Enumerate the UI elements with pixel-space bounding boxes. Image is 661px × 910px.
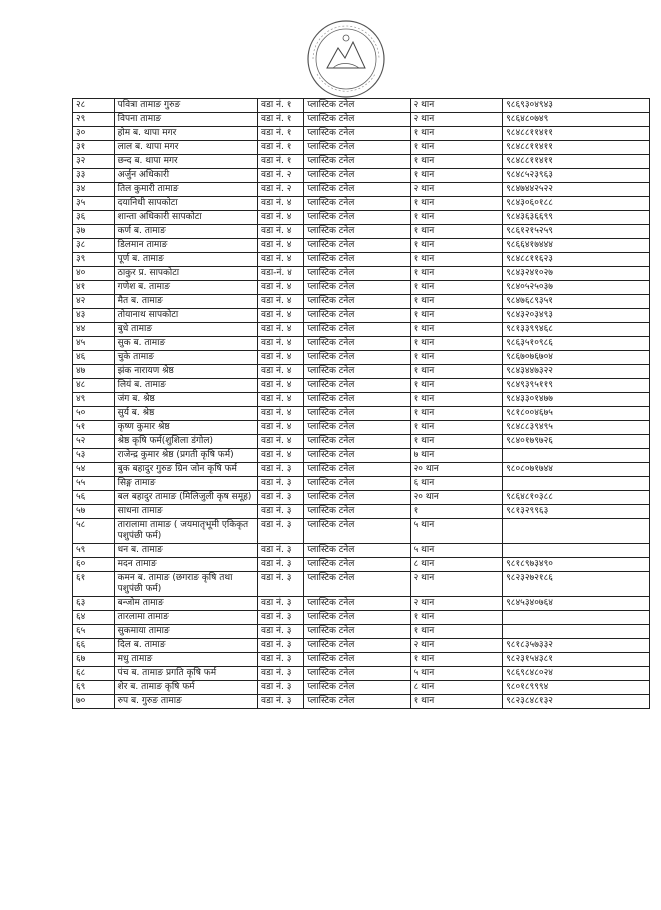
ward-cell: वडा नं. ४: [258, 309, 304, 323]
table-row: [73, 681, 650, 695]
serial-number-cell: ३१: [73, 141, 115, 155]
item-type-cell: प्लास्टिक टनेल: [304, 667, 410, 681]
item-type-cell: प्लास्टिक टनेल: [304, 544, 410, 558]
name-cell: सुकमाया तामाङ: [114, 625, 257, 639]
quantity-cell: २ थान: [410, 597, 503, 611]
phone-cell: ९८०१८९९९४: [503, 681, 650, 695]
phone-cell: ९८१३३९९४६८: [503, 323, 650, 337]
serial-number-cell: ६३: [73, 597, 115, 611]
serial-number-cell: ४४: [73, 323, 115, 337]
table-row: [73, 625, 650, 639]
item-type-cell: प्लास्टिक टनेल: [304, 681, 410, 695]
ward-cell: वडा नं. ४: [258, 295, 304, 309]
serial-number-cell: ५१: [73, 421, 115, 435]
item-type-cell: प्लास्टिक टनेल: [304, 113, 410, 127]
serial-number-cell: ६९: [73, 681, 115, 695]
serial-number-cell: ३२: [73, 155, 115, 169]
item-type-cell: प्लास्टिक टनेल: [304, 183, 410, 197]
table-row: [73, 225, 650, 239]
serial-number-cell: ६४: [73, 611, 115, 625]
phone-cell: ९८४५३४०७६४: [503, 597, 650, 611]
serial-number-cell: ५८: [73, 519, 115, 544]
table-row: [73, 449, 650, 463]
item-type-cell: प्लास्टिक टनेल: [304, 625, 410, 639]
serial-number-cell: ६५: [73, 625, 115, 639]
table-row: [73, 239, 650, 253]
table-row: [73, 477, 650, 491]
name-cell: धन ब. तामाङ: [114, 544, 257, 558]
quantity-cell: ५ थान: [410, 544, 503, 558]
table-row: [73, 695, 650, 709]
ward-cell: वडा नं. १: [258, 141, 304, 155]
table-row: [73, 155, 650, 169]
ward-cell: वडा नं. १: [258, 113, 304, 127]
name-cell: राजेन्द्र कुमार श्रेष्ठ (प्रगती कृषि फर्म): [114, 449, 257, 463]
serial-number-cell: २९: [73, 113, 115, 127]
serial-number-cell: ३३: [73, 169, 115, 183]
item-type-cell: प्लास्टिक टनेल: [304, 611, 410, 625]
name-cell: कर्ण ब. तामाङ: [114, 225, 257, 239]
item-type-cell: प्लास्टिक टनेल: [304, 421, 410, 435]
name-cell: मदन तामाङ: [114, 558, 257, 572]
name-cell: बुक बहादुर गुरुङ ग्रिन जोन कृषि फर्म: [114, 463, 257, 477]
serial-number-cell: ३०: [73, 127, 115, 141]
quantity-cell: १ थान: [410, 281, 503, 295]
quantity-cell: ५ थान: [410, 519, 503, 544]
item-type-cell: प्लास्टिक टनेल: [304, 351, 410, 365]
table-row: [73, 323, 650, 337]
serial-number-cell: २८: [73, 99, 115, 113]
phone-cell: [503, 544, 650, 558]
phone-cell: ९८२३१५४३८१: [503, 653, 650, 667]
item-type-cell: प्लास्टिक टनेल: [304, 253, 410, 267]
name-cell: सिङ्ग तामाङ: [114, 477, 257, 491]
serial-number-cell: ४२: [73, 295, 115, 309]
name-cell: तारलामा तामाङ: [114, 611, 257, 625]
ward-cell: वडा नं. ३: [258, 611, 304, 625]
serial-number-cell: ४१: [73, 281, 115, 295]
phone-cell: ९८४३६३६६९९: [503, 211, 650, 225]
quantity-cell: १ थान: [410, 351, 503, 365]
ward-cell: वडा नं. ४: [258, 253, 304, 267]
serial-number-cell: ४६: [73, 351, 115, 365]
name-cell: मैत ब. तामाङ: [114, 295, 257, 309]
quantity-cell: १ थान: [410, 337, 503, 351]
item-type-cell: प्लास्टिक टनेल: [304, 505, 410, 519]
quantity-cell: १ थान: [410, 309, 503, 323]
ward-cell: वडा नं. ४: [258, 365, 304, 379]
ward-cell: वडा नं. ४: [258, 379, 304, 393]
name-cell: बन्जोम तामाङ: [114, 597, 257, 611]
item-type-cell: प्लास्टिक टनेल: [304, 281, 410, 295]
table-row: [73, 667, 650, 681]
ward-cell: वडा नं. ४: [258, 281, 304, 295]
quantity-cell: ५ थान: [410, 667, 503, 681]
quantity-cell: १ थान: [410, 407, 503, 421]
table-row: [73, 141, 650, 155]
item-type-cell: प्लास्टिक टनेल: [304, 267, 410, 281]
serial-number-cell: ४०: [73, 267, 115, 281]
quantity-cell: १ थान: [410, 239, 503, 253]
item-type-cell: प्लास्टिक टनेल: [304, 239, 410, 253]
item-type-cell: प्लास्टिक टनेल: [304, 127, 410, 141]
name-cell: छन्द ब. थापा मगर: [114, 155, 257, 169]
name-cell: लाल ब. थापा मगर: [114, 141, 257, 155]
serial-number-cell: ४५: [73, 337, 115, 351]
quantity-cell: १ थान: [410, 295, 503, 309]
table-row: [73, 407, 650, 421]
ward-cell: वडा नं. ४: [258, 323, 304, 337]
serial-number-cell: ४९: [73, 393, 115, 407]
phone-cell: ९८४३०६०१८८: [503, 197, 650, 211]
table-row: [73, 127, 650, 141]
ward-cell: वडा नं. २: [258, 183, 304, 197]
item-type-cell: प्लास्टिक टनेल: [304, 639, 410, 653]
phone-cell: ९८४८५२३९६३: [503, 169, 650, 183]
ward-cell: वडा नं. ४: [258, 211, 304, 225]
phone-cell: ९८४८८११४११: [503, 141, 650, 155]
serial-number-cell: ६८: [73, 667, 115, 681]
item-type-cell: प्लास्टिक टनेल: [304, 463, 410, 477]
item-type-cell: प्लास्टिक टनेल: [304, 393, 410, 407]
serial-number-cell: ३५: [73, 197, 115, 211]
serial-number-cell: ६६: [73, 639, 115, 653]
name-cell: विपना तामाङ: [114, 113, 257, 127]
name-cell: चुके तामाङ: [114, 351, 257, 365]
name-cell: तोयानाथ सापकोटा: [114, 309, 257, 323]
quantity-cell: ६ थान: [410, 477, 503, 491]
phone-cell: ९८४७६८९३५१: [503, 295, 650, 309]
table-row: [73, 281, 650, 295]
item-type-cell: प्लास्टिक टनेल: [304, 477, 410, 491]
phone-cell: ९८४८८११६२३: [503, 253, 650, 267]
name-cell: गणेश ब. तामाङ: [114, 281, 257, 295]
ward-cell: वडा नं. ४: [258, 407, 304, 421]
item-type-cell: प्लास्टिक टनेल: [304, 323, 410, 337]
phone-cell: ९८४०५२५०३७: [503, 281, 650, 295]
phone-cell: ९८१३२९९६३: [503, 505, 650, 519]
quantity-cell: १ थान: [410, 267, 503, 281]
serial-number-cell: ३८: [73, 239, 115, 253]
item-type-cell: प्लास्टिक टनेल: [304, 211, 410, 225]
table-row: [73, 351, 650, 365]
quantity-cell: १ थान: [410, 365, 503, 379]
serial-number-cell: ३९: [73, 253, 115, 267]
name-cell: ठाकुर प्र. सापकोटा: [114, 267, 257, 281]
phone-cell: ९८६४८०७४९: [503, 113, 650, 127]
quantity-cell: १ थान: [410, 695, 503, 709]
phone-cell: ९८१८३५७३३२: [503, 639, 650, 653]
name-cell: मधु तामाङ: [114, 653, 257, 667]
phone-cell: ९८६१२१५२५९: [503, 225, 650, 239]
ward-cell: वडा नं. ३: [258, 505, 304, 519]
ward-cell: वडा नं. ३: [258, 558, 304, 572]
phone-cell: ९८६३५१०९८६: [503, 337, 650, 351]
table-row: [73, 183, 650, 197]
table-row: [73, 253, 650, 267]
table-row: [73, 365, 650, 379]
item-type-cell: प्लास्टिक टनेल: [304, 295, 410, 309]
quantity-cell: १ थान: [410, 653, 503, 667]
name-cell: श्रेष्ठ कृषि फर्म(शुशिला डंगोल): [114, 435, 257, 449]
name-cell: सुर्य ब. श्रेष्ठ: [114, 407, 257, 421]
table-row: [73, 611, 650, 625]
phone-cell: [503, 625, 650, 639]
ward-cell: वडा नं. ३: [258, 544, 304, 558]
serial-number-cell: ७०: [73, 695, 115, 709]
table-row: [73, 295, 650, 309]
name-cell: जंग ब. श्रेष्ठ: [114, 393, 257, 407]
quantity-cell: १ थान: [410, 197, 503, 211]
quantity-cell: २० थान: [410, 463, 503, 477]
table-row: [73, 99, 650, 113]
item-type-cell: प्लास्टिक टनेल: [304, 197, 410, 211]
phone-cell: ९८४८८११४११: [503, 127, 650, 141]
serial-number-cell: ३४: [73, 183, 115, 197]
ward-cell: वडा नं. ३: [258, 519, 304, 544]
quantity-cell: १ थान: [410, 155, 503, 169]
beneficiary-table: [72, 98, 650, 709]
name-cell: शान्ता अधिकारी सापकोटा: [114, 211, 257, 225]
quantity-cell: २० थान: [410, 491, 503, 505]
table-body: [73, 99, 650, 709]
table-row: [73, 597, 650, 611]
table-row: [73, 639, 650, 653]
ward-cell: वडा नं. १: [258, 127, 304, 141]
name-cell: साधना तामाङ: [114, 505, 257, 519]
item-type-cell: प्लास्टिक टनेल: [304, 99, 410, 113]
quantity-cell: १ थान: [410, 421, 503, 435]
table-row: [73, 169, 650, 183]
name-cell: डिलमान तामाङ: [114, 239, 257, 253]
serial-number-cell: ५३: [73, 449, 115, 463]
quantity-cell: १ थान: [410, 127, 503, 141]
ward-cell: वडा नं. ३: [258, 597, 304, 611]
table-row: [73, 505, 650, 519]
table-row: [73, 267, 650, 281]
name-cell: कमन ब. तामाङ (छगराङ कृषि तथा पशुपंछी फर्म): [114, 572, 257, 597]
phone-cell: ९८४३२०३४९३: [503, 309, 650, 323]
item-type-cell: प्लास्टिक टनेल: [304, 491, 410, 505]
ward-cell: वडा नं. ४: [258, 239, 304, 253]
name-cell: अर्जुन अधिकारी: [114, 169, 257, 183]
ward-cell: वडा नं. ४: [258, 351, 304, 365]
name-cell: पवित्रा तामाङ गुरुङ: [114, 99, 257, 113]
item-type-cell: प्लास्टिक टनेल: [304, 695, 410, 709]
quantity-cell: १ थान: [410, 211, 503, 225]
quantity-cell: २ थान: [410, 572, 503, 597]
quantity-cell: ८ थान: [410, 681, 503, 695]
ward-cell: वडा नं. ३: [258, 625, 304, 639]
ward-cell: वडा नं. ३: [258, 491, 304, 505]
table-row: [73, 113, 650, 127]
ward-cell: वडा नं. ४: [258, 421, 304, 435]
quantity-cell: १ थान: [410, 141, 503, 155]
quantity-cell: ८ थान: [410, 558, 503, 572]
serial-number-cell: ४७: [73, 365, 115, 379]
ward-cell: वडा नं. ३: [258, 477, 304, 491]
quantity-cell: १ थान: [410, 253, 503, 267]
quantity-cell: १ थान: [410, 225, 503, 239]
table-row: [73, 337, 650, 351]
phone-cell: ९८४३३०१४७७: [503, 393, 650, 407]
name-cell: झंक नारायण श्रेष्ठ: [114, 365, 257, 379]
ward-cell: वडा नं. २: [258, 169, 304, 183]
serial-number-cell: ५२: [73, 435, 115, 449]
phone-cell: ९८१८००४६७५: [503, 407, 650, 421]
phone-cell: ९८४७४४२५२२: [503, 183, 650, 197]
name-cell: लियं ब. तामाङ: [114, 379, 257, 393]
quantity-cell: ७ थान: [410, 449, 503, 463]
item-type-cell: प्लास्टिक टनेल: [304, 572, 410, 597]
name-cell: दयानिधी सापकोटा: [114, 197, 257, 211]
phone-cell: ९८६६४१७४४४: [503, 239, 650, 253]
phone-cell: ९८०८०७१७४४: [503, 463, 650, 477]
item-type-cell: प्लास्टिक टनेल: [304, 519, 410, 544]
serial-number-cell: ६०: [73, 558, 115, 572]
quantity-cell: १ थान: [410, 169, 503, 183]
phone-cell: ९८४०१७९७२६: [503, 435, 650, 449]
ward-cell: वडा नं. ३: [258, 695, 304, 709]
item-type-cell: प्लास्टिक टनेल: [304, 337, 410, 351]
name-cell: होम ब. थापा मगर: [114, 127, 257, 141]
name-cell: तारालामा तामाङ ( जयमातृभूमी एकिकृत पशुपंछी फर्म): [114, 519, 257, 544]
phone-cell: [503, 449, 650, 463]
phone-cell: [503, 519, 650, 544]
table-row: [73, 393, 650, 407]
ward-cell: वडा नं. १: [258, 99, 304, 113]
serial-number-cell: ४३: [73, 309, 115, 323]
serial-number-cell: ६७: [73, 653, 115, 667]
name-cell: पूर्ण ब. तामाङ: [114, 253, 257, 267]
phone-cell: ९८४३४४७३२२: [503, 365, 650, 379]
phone-cell: ९८१८९७३४९०: [503, 558, 650, 572]
serial-number-cell: ५९: [73, 544, 115, 558]
ward-cell: वडा नं. ३: [258, 653, 304, 667]
ward-cell: वडा नं. ४: [258, 393, 304, 407]
name-cell: बल बहादुर तामाङ (मिलिजुली कृष समूह): [114, 491, 257, 505]
table-row: [73, 435, 650, 449]
table-row: [73, 519, 650, 544]
phone-cell: ९८६९३०४९४३: [503, 99, 650, 113]
table-row: [73, 421, 650, 435]
ward-cell: वडा नं. १: [258, 155, 304, 169]
phone-cell: [503, 477, 650, 491]
table-row: [73, 491, 650, 505]
quantity-cell: १ थान: [410, 379, 503, 393]
item-type-cell: प्लास्टिक टनेल: [304, 379, 410, 393]
phone-cell: ९८४८८३९४९५: [503, 421, 650, 435]
ward-cell: वडा नं. ४: [258, 435, 304, 449]
name-cell: दिल ब. तामाङ: [114, 639, 257, 653]
quantity-cell: १: [410, 505, 503, 519]
ward-cell: वडा नं. ३: [258, 639, 304, 653]
item-type-cell: प्लास्टिक टनेल: [304, 155, 410, 169]
name-cell: शेर ब. तामाङ कृषि फर्म: [114, 681, 257, 695]
serial-number-cell: ६१: [73, 572, 115, 597]
serial-number-cell: ५६: [73, 491, 115, 505]
phone-cell: ९८४३२४१०२७: [503, 267, 650, 281]
table-row: [73, 544, 650, 558]
ward-cell: वडा नं. ४: [258, 337, 304, 351]
ward-cell: वडा नं. ४: [258, 225, 304, 239]
ward-cell: वडा नं. ४: [258, 449, 304, 463]
item-type-cell: प्लास्टिक टनेल: [304, 558, 410, 572]
name-cell: कृष्ण कुमार श्रेष्ठ: [114, 421, 257, 435]
name-cell: रुप ब. गुरुङ तामाङ: [114, 695, 257, 709]
quantity-cell: १ थान: [410, 435, 503, 449]
table-row: [73, 463, 650, 477]
name-cell: सुक ब. तामाङ: [114, 337, 257, 351]
name-cell: पंच ब. तामाङ प्रगति कृषि फर्म: [114, 667, 257, 681]
ward-cell: वडा नं. ३: [258, 463, 304, 477]
ward-cell: वडा नं. ३: [258, 681, 304, 695]
serial-number-cell: ५५: [73, 477, 115, 491]
phone-cell: ९८४९३९५११९: [503, 379, 650, 393]
item-type-cell: प्लास्टिक टनेल: [304, 435, 410, 449]
ward-cell: वडा नं. ३: [258, 572, 304, 597]
phone-cell: ९८६७०७६७०४: [503, 351, 650, 365]
quantity-cell: १ थान: [410, 323, 503, 337]
ward-cell: वडा-नं. ४: [258, 267, 304, 281]
phone-cell: ९८६९८४८०२४: [503, 667, 650, 681]
ward-cell: वडा नं. ३: [258, 667, 304, 681]
phone-cell: [503, 611, 650, 625]
item-type-cell: प्लास्टिक टनेल: [304, 141, 410, 155]
quantity-cell: १ थान: [410, 611, 503, 625]
quantity-cell: २ थान: [410, 113, 503, 127]
item-type-cell: प्लास्टिक टनेल: [304, 365, 410, 379]
phone-cell: ९८६४८१०३८८: [503, 491, 650, 505]
name-cell: बुधे तामाङ: [114, 323, 257, 337]
item-type-cell: प्लास्टिक टनेल: [304, 225, 410, 239]
name-cell: तिल कुमारी तामाङ: [114, 183, 257, 197]
item-type-cell: प्लास्टिक टनेल: [304, 449, 410, 463]
serial-number-cell: ३६: [73, 211, 115, 225]
item-type-cell: प्लास्टिक टनेल: [304, 407, 410, 421]
phone-cell: ९८४८८११४११: [503, 155, 650, 169]
municipality-seal: [305, 18, 387, 100]
serial-number-cell: ५०: [73, 407, 115, 421]
quantity-cell: १ थान: [410, 393, 503, 407]
item-type-cell: प्लास्टिक टनेल: [304, 169, 410, 183]
serial-number-cell: ४८: [73, 379, 115, 393]
quantity-cell: २ थान: [410, 639, 503, 653]
phone-cell: ९८२३८४८१३२: [503, 695, 650, 709]
item-type-cell: प्लास्टिक टनेल: [304, 309, 410, 323]
phone-cell: ९८२३२७२१८६: [503, 572, 650, 597]
table-row: [73, 309, 650, 323]
quantity-cell: २ थान: [410, 183, 503, 197]
serial-number-cell: ५४: [73, 463, 115, 477]
ward-cell: वडा नं. ४: [258, 197, 304, 211]
serial-number-cell: ५७: [73, 505, 115, 519]
quantity-cell: १ थान: [410, 625, 503, 639]
item-type-cell: प्लास्टिक टनेल: [304, 653, 410, 667]
serial-number-cell: ३७: [73, 225, 115, 239]
table-row: [73, 197, 650, 211]
quantity-cell: २ थान: [410, 99, 503, 113]
table-row: [73, 572, 650, 597]
table-row: [73, 558, 650, 572]
table-row: [73, 379, 650, 393]
item-type-cell: प्लास्टिक टनेल: [304, 597, 410, 611]
table-row: [73, 653, 650, 667]
table-row: [73, 211, 650, 225]
